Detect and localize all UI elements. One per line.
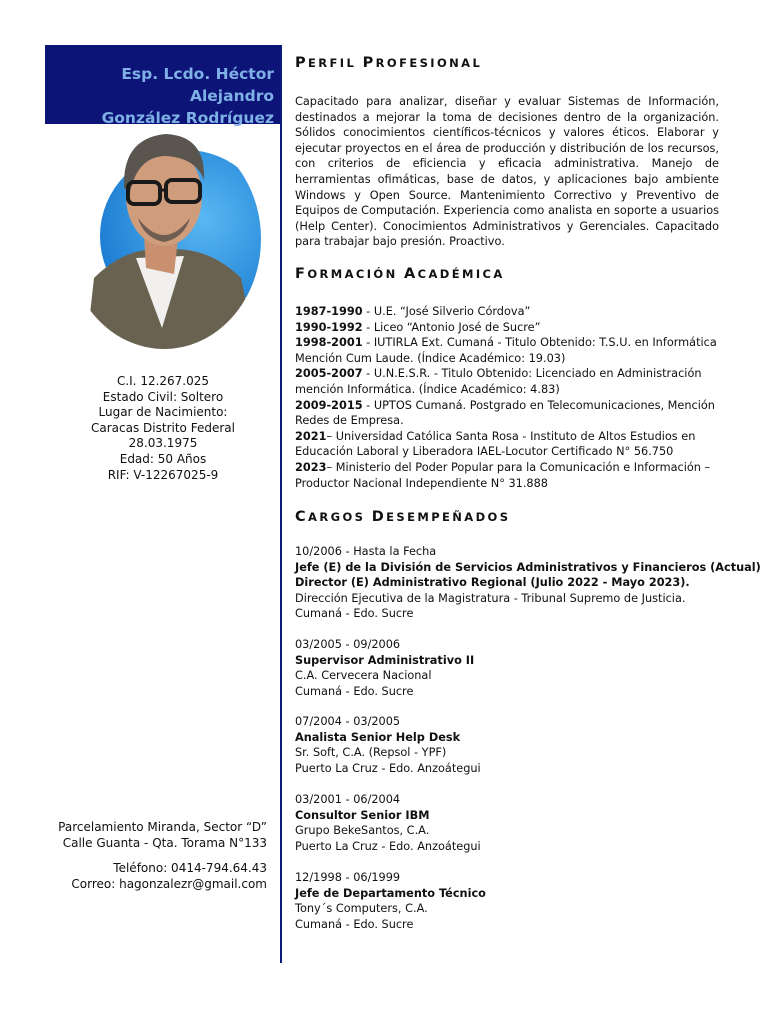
job-period: 03/2005 - 09/2006: [295, 638, 401, 651]
job-entry: [295, 637, 725, 699]
email: Correo: hagonzalezr@gmail.com: [71, 876, 267, 891]
id-number: C.I. 12.267.025: [116, 374, 210, 388]
job-title: Consultor Senior IBM: [295, 808, 430, 822]
job-title: Analista Senior Help Desk: [295, 730, 461, 744]
job-entry: [295, 714, 725, 776]
education-item: 2021– Universidad Católica Santa Rosa - Instituto de Altos Estudios en Educación Laboral y Liberadora IAEL-Locutor Certificado N° 56.750: [295, 429, 696, 459]
address-line-2: Calle Guanta - Qta. Torama N°133: [62, 835, 267, 850]
job-organization: Tony´s Computers, C.A.: [295, 902, 428, 916]
education-item: 1987-1990 - U.E. “José Silverio Córdova”: [295, 305, 531, 318]
personal-info: [48, 374, 278, 483]
job-entry: [295, 870, 725, 932]
name-line-2: González Rodríguez: [101, 109, 274, 127]
education-item: 1998-2001 - IUTIRLA Ext. Cumaná - Titulo Obtenido: T.S.U. en Informática Mención Cum Laude. (Índice Académico: 19.03): [295, 336, 717, 365]
education-list: [295, 304, 719, 491]
vertical-divider: [280, 45, 282, 963]
contact-info: [48, 820, 267, 892]
job-title: Jefe (E) de la División de Servicios Administrativos y Financieros (Actual): [295, 560, 761, 574]
job-period: 10/2006 - Hasta la Fecha: [295, 545, 437, 558]
birthplace: Caracas Distrito Federal: [91, 420, 235, 435]
job-period: 03/2001 - 06/2004: [295, 793, 401, 806]
birth-date: 28.03.1975: [128, 436, 198, 451]
job-period: 07/2004 - 03/2005: [295, 715, 401, 728]
job-location: Cumaná - Edo. Sucre: [295, 917, 414, 931]
rif: RIF: V-12267025-9: [107, 467, 219, 482]
job-entry: [295, 792, 725, 854]
education-item: 2009-2015 - UPTOS Cumaná. Postgrado en Telecomunicaciones, Mención Redes de Empresa.: [295, 398, 715, 428]
name-line-1: Esp. Lcdo. Héctor Alejandro: [121, 65, 274, 105]
education-item: 1990-1992 - Liceo “Antonio José de Sucre”: [295, 320, 541, 334]
job-period: 12/1998 - 06/1999: [295, 871, 401, 884]
section-title-jobs: CARGOS DESEMPEÑADOS: [295, 509, 511, 525]
section-title-profile: PERFIL PROFESIONAL: [295, 55, 483, 71]
phone: Teléfono: 0414-794.64.43: [113, 861, 267, 876]
civil-status: Estado Civil: Soltero: [102, 389, 224, 404]
education-item: 2005-2007 - U.N.E.S.R. - Titulo Obtenido: Licenciado en Administración mención Informática. (Índice Académico: 4.83): [295, 367, 702, 396]
name-header: [45, 45, 280, 127]
job-organization: Sr. Soft, C.A. (Repsol - YPF): [295, 746, 447, 760]
job-organization: C.A. Cervecera Nacional: [295, 669, 432, 683]
education-item: 2023– Ministerio del Poder Popular para la Comunicación e Información – Productor Nacional Independiente N° 31.888: [295, 460, 711, 490]
job-organization: Dirección Ejecutiva de la Magistratura - Tribunal Supremo de Justicia.: [295, 591, 686, 605]
job-location: Puerto La Cruz - Edo. Anzoátegui: [295, 761, 481, 775]
birthplace-label: Lugar de Nacimiento:: [98, 405, 228, 420]
job-location: Cumaná - Edo. Sucre: [295, 607, 414, 621]
job-title: Jefe de Departamento Técnico: [295, 886, 486, 900]
job-title-secondary: Director (E) Administrativo Regional (Julio 2022 - Mayo 2023).: [295, 576, 690, 590]
profile-text: Capacitado para analizar, diseñar y evaluar Sistemas de Información, destinados a mejorar la toma de decisiones dentro de la organización. Sólidos conocimientos científicos-técnicos y valores éticos. Elaborar y ejecutar proyectos en el área de producción y distribución de los recursos, con criterios de eficiencia y eficacia administrativa. Manejo de herramientas ofimáticas, base de datos, y aplicaciones bajo ambiente Windows y Open Source. Mantenimiento Correctivo y Preventivo de Equipos de Computación. Experiencia como analista en soporte a usuarios (Help Center). Conocimientos Administrativos y Gerenciales. Capacitado para trabajar bajo presión. Proactivo.: [295, 95, 719, 249]
job-entry: [295, 544, 761, 622]
job-location: Puerto La Cruz - Edo. Anzoátegui: [295, 839, 481, 853]
job-location: Cumaná - Edo. Sucre: [295, 684, 414, 698]
profile-photo: [66, 128, 262, 350]
age: Edad: 50 Años: [119, 451, 207, 466]
address-line-1: Parcelamiento Miranda, Sector “D”: [58, 820, 267, 834]
job-organization: Grupo BekeSantos, C.A.: [295, 824, 430, 838]
job-title: Supervisor Administrativo II: [295, 653, 475, 667]
section-title-education: FORMACIÓN ACADÉMICA: [295, 266, 505, 282]
